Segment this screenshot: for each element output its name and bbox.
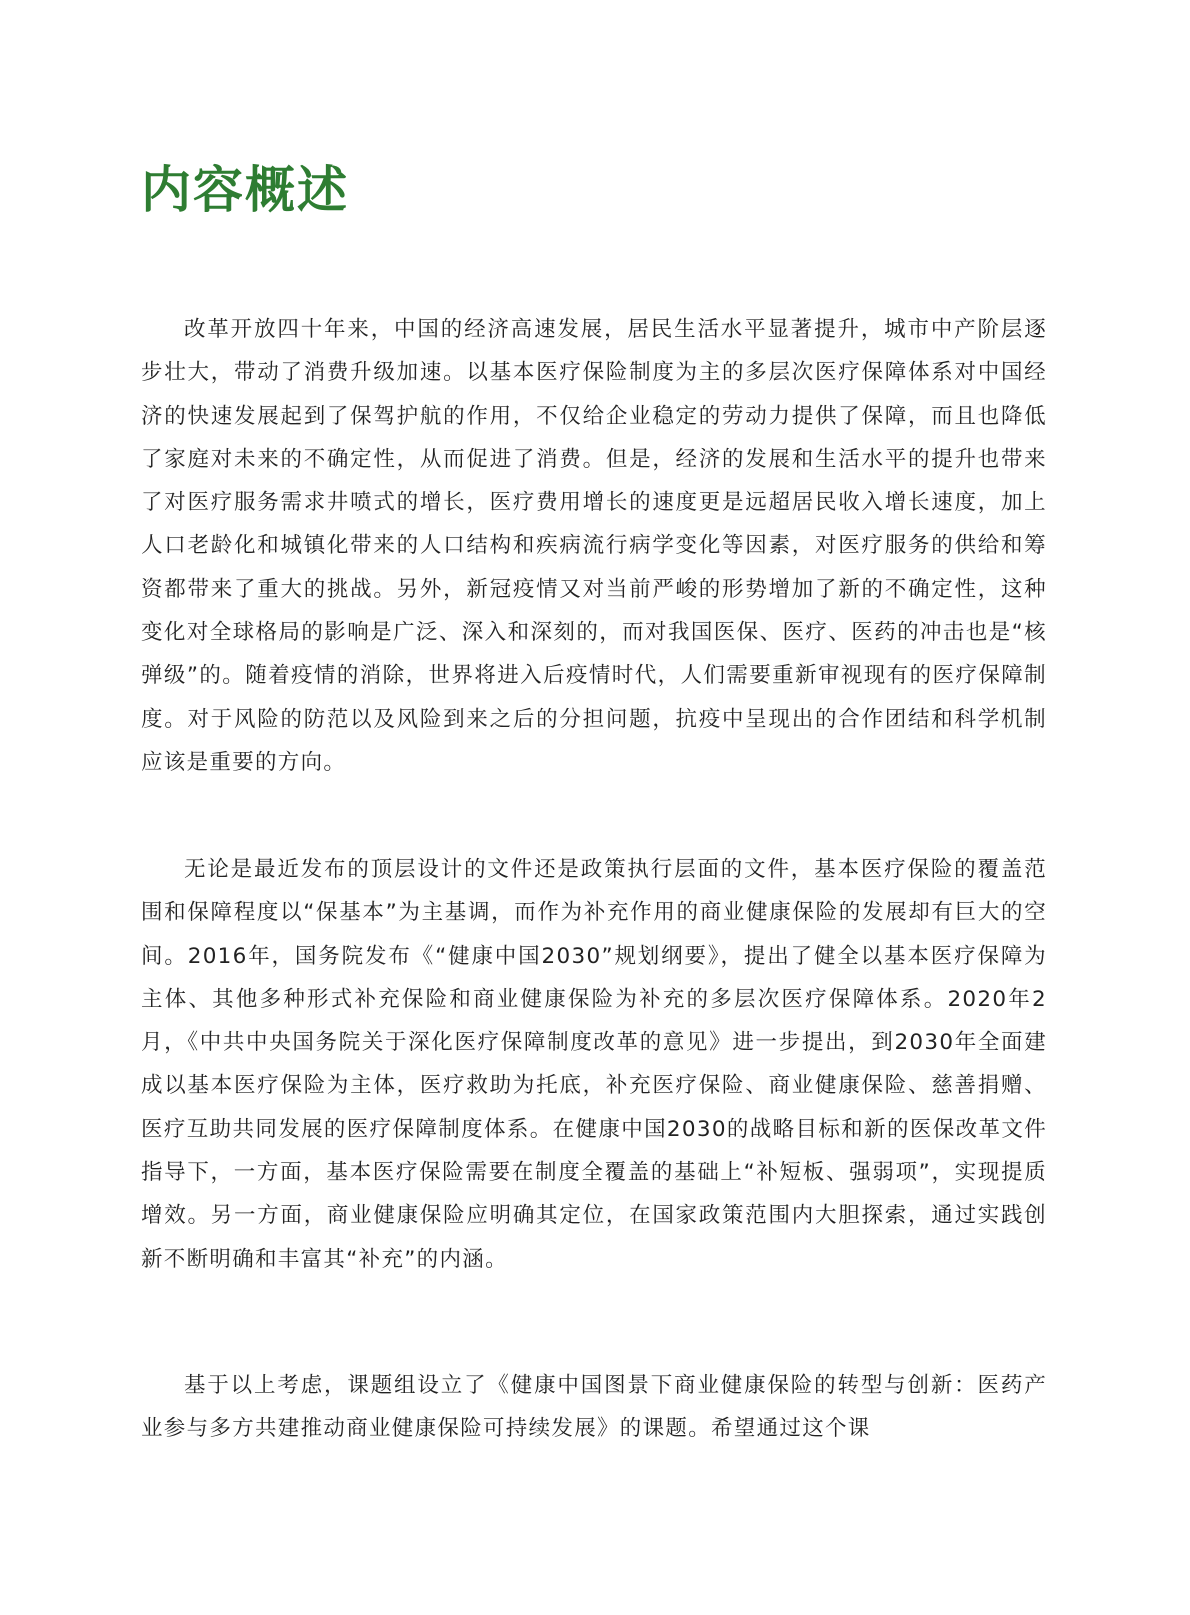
paragraph-3 — [141, 1364, 1047, 1451]
paragraph-text: 改革开放四十年来，中国的经济高速发展，居民生活水平显著提升，城市中产阶层逐步壮大，带动了消费升级加速。以基本医疗保险制度为主的多层次医疗保障体系对中国经济的快速发展起到了保驾护航的作用，不仅给企业稳定的劳动力提供了保障，而且也降低了家庭对未来的不确定性，从而促进了消费。但是，经济的发展和生活水平的提升也带来了对医疗服务需求井喷式的增长，医疗费用增长的速度更是远超居民收入增长速度，加上人口老龄化和城镇化带来的人口结构和疾病流行病学变化等因素，对医疗服务的供给和筹资都带来了重大的挑战。另外，新冠疫情又对当前严峻的形势增加了新的不确定性，这种变化对全球格局的影响是广泛、深入和深刻的，而对我国医保、医疗、医药的冲击也是“核弹级”的。随着疫情的消除，世界将进入后疫情时代，人们需要重新审视现有的医疗保障制度。对于风险的防范以及风险到来之后的分担问题，抗疫中呈现出的合作团结和科学机制应该是重要的方向。 — [141, 317, 1047, 775]
paragraph-2 — [141, 848, 1047, 1281]
paragraph-1 — [141, 308, 1047, 784]
paragraph-text: 无论是最近发布的顶层设计的文件还是政策执行层面的文件，基本医疗保险的覆盖范围和保障程度以“保基本”为主基调，而作为补充作用的商业健康保险的发展却有巨大的空间。2016年，国务院发布《“健康中国2030”规划纲要》，提出了健全以基本医疗保障为主体、其他多种形式补充保险和商业健康保险为补充的多层次医疗保障体系。2020年2月，《中共中央国务院关于深化医疗保障制度改革的意见》进一步提出，到2030年全面建成以基本医疗保险为主体，医疗救助为托底，补充医疗保险、商业健康保险、慈善捐赠、医疗互助共同发展的医疗保障制度体系。在健康中国2030的战略目标和新的医保改革文件指导下，一方面，基本医疗保险需要在制度全覆盖的基础上“补短板、强弱项”，实现提质增效。另一方面，商业健康保险应明确其定位，在国家政策范围内大胆探索，通过实践创新不断明确和丰富其“补充”的内涵。 — [141, 857, 1047, 1272]
paragraph-text: 基于以上考虑，课题组设立了《健康中国图景下商业健康保险的转型与创新：医药产业参与多方共建推动商业健康保险可持续发展》的课题。希望通过这个课 — [141, 1373, 1047, 1442]
page-title: 内容概述 — [141, 161, 349, 219]
